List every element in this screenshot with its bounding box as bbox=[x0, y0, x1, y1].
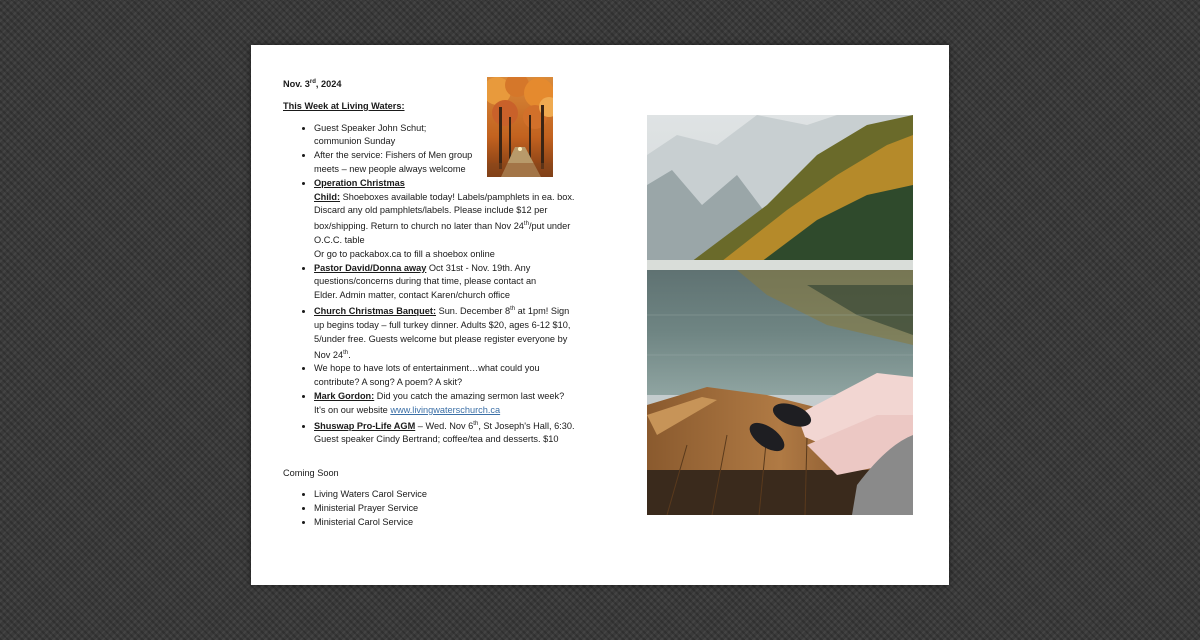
bulletin-date: Nov. 3rd, 2024 bbox=[283, 79, 342, 90]
this-week-heading: This Week at Living Waters: bbox=[283, 100, 405, 111]
list-item-operation-christmas: • Operation Christmas Child: Shoeboxes available today! Labels/pamphlets in ea. box. Discard any old pamphlets/labels. Please include $12 per box/shipping. Return to church no later than Nov 24th/put under O.C.C. table Or go to packabox.ca to fill a shoebox online bbox=[314, 177, 583, 262]
list-item-fishers: • After the service: Fishers of Men group meets – new people always welcome bbox=[314, 149, 583, 177]
list-item-shuswap: • Shuswap Pro-Life AGM – Wed. Nov 6th, St Joseph's Hall, 6:30. Guest speaker Cindy Bertrand; coffee/tea and desserts. $10 bbox=[314, 418, 583, 448]
coming-soon-list bbox=[283, 488, 583, 529]
list-item: • Ministerial Carol Service bbox=[314, 516, 583, 530]
lake-boat-image bbox=[647, 115, 913, 515]
list-item: • Ministerial Prayer Service bbox=[314, 502, 583, 516]
list-item-entertainment: • We hope to have lots of entertainment…what could you contribute? A song? A poem? A skit? bbox=[314, 362, 583, 390]
list-item-mark-gordon: • Mark Gordon: Did you catch the amazing sermon last week? It's on our website www.livingwaterschurch.ca bbox=[314, 390, 583, 418]
list-item: • Living Waters Carol Service bbox=[314, 488, 583, 502]
list-item-pastor-away: • Pastor David/Donna away Oct 31st - Nov. 19th. Any questions/concerns during that time, please contact an Elder. Admin matter, contact Karen/church office bbox=[314, 262, 583, 303]
list-item-banquet: • Church Christmas Banquet: Sun. December 8th at 1pm! Sign up begins today – full turkey dinner. Adults $20, ages 6-12 $10, 5/under free. Guests welcome but please register everyone by Nov 24th. bbox=[314, 303, 583, 362]
website-link[interactable]: www.livingwaterschurch.ca bbox=[390, 404, 501, 415]
autumn-path-image bbox=[487, 77, 553, 177]
coming-soon-heading: Coming Soon bbox=[283, 468, 339, 479]
list-item-speaker: • Guest Speaker John Schut; communion Sunday bbox=[314, 122, 583, 150]
document-page bbox=[251, 45, 949, 585]
